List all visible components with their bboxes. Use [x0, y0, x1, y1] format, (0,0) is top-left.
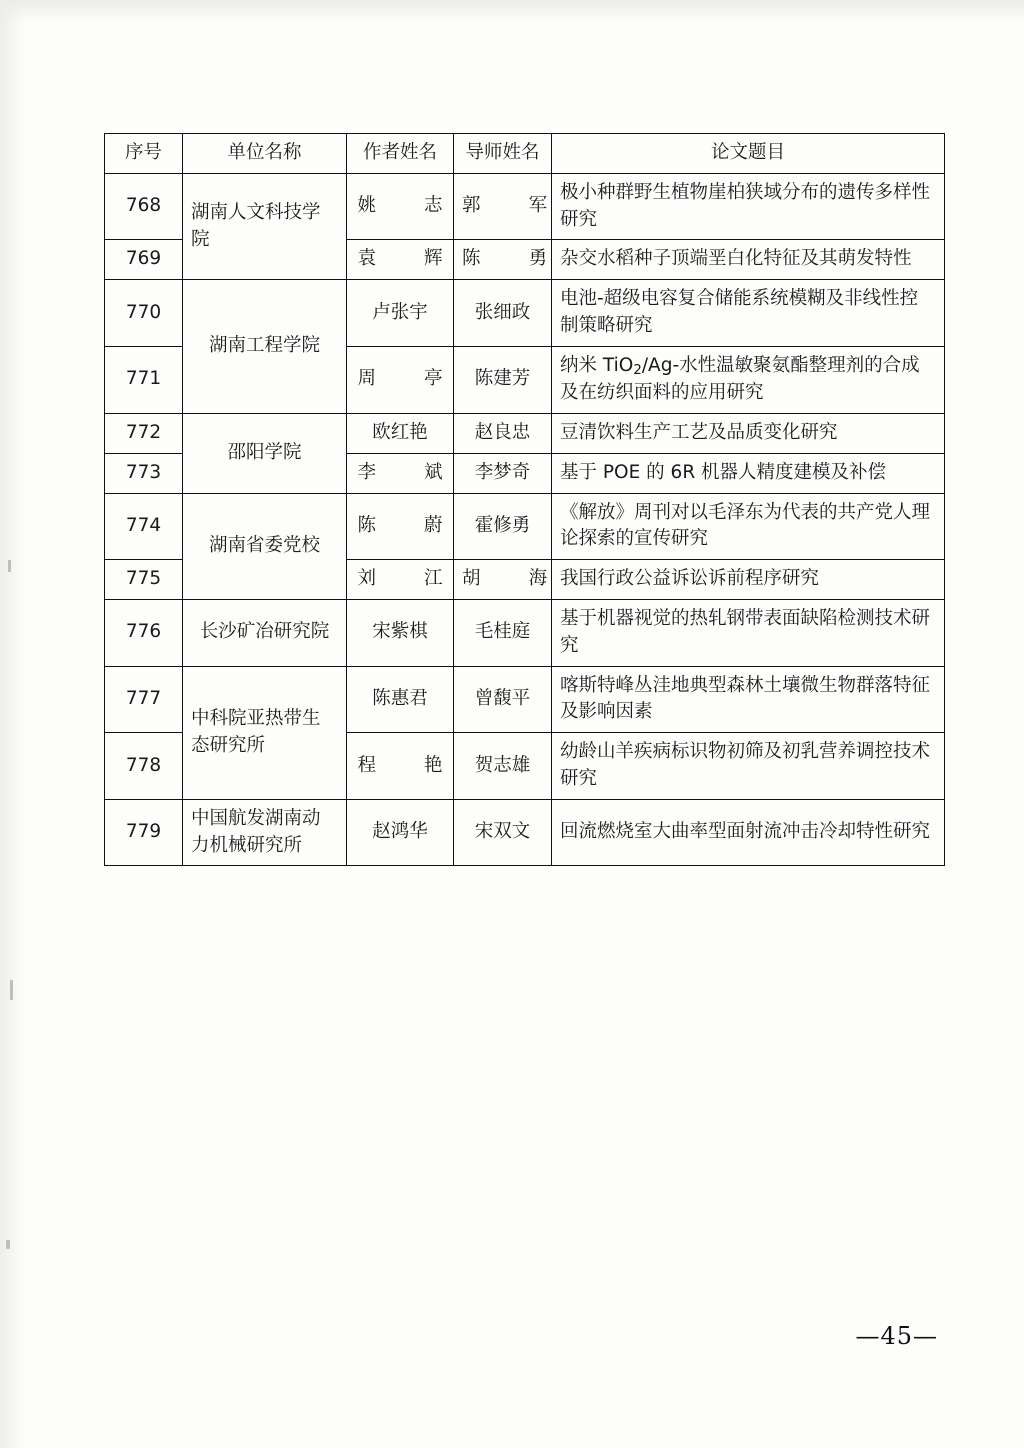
cell-no: 769 — [105, 240, 183, 280]
author-name: 卢张宇 — [372, 301, 428, 323]
cell-title: 极小种群野生植物崖柏狭域分布的遗传多样性研究 — [552, 173, 945, 240]
table-row — [105, 173, 945, 240]
scan-edge-top — [0, 0, 1024, 22]
table-row — [105, 413, 945, 453]
advisor-name: 胡 海 — [462, 568, 548, 590]
column-header-advisor: 导师姓名 — [454, 134, 552, 174]
author-name: 姚 志 — [357, 195, 443, 217]
column-header-no: 序号 — [105, 134, 183, 174]
cell-org: 湖南工程学院 — [183, 280, 347, 414]
cell-advisor — [454, 733, 552, 800]
cell-title: 基于机器视觉的热轧钢带表面缺陷检测技术研究 — [552, 599, 945, 666]
cell-no: 777 — [105, 666, 183, 733]
scan-speck — [6, 1240, 10, 1249]
advisor-name: 李梦奇 — [474, 461, 531, 483]
cell-author — [347, 799, 454, 866]
cell-author — [347, 599, 454, 666]
author-name: 刘 江 — [357, 568, 443, 590]
cell-org: 长沙矿冶研究院 — [183, 599, 347, 666]
table-row — [105, 666, 945, 733]
cell-no: 773 — [105, 453, 183, 493]
cell-title: 回流燃烧室大曲率型面射流冲击冷却特性研究 — [552, 799, 945, 866]
cell-no: 776 — [105, 599, 183, 666]
column-header-author: 作者姓名 — [347, 134, 454, 174]
cell-no: 775 — [105, 560, 183, 600]
cell-advisor — [454, 240, 552, 280]
page-number: —45— — [855, 1322, 938, 1350]
cell-title: 纳米 TiO$_2$/Ag-水性温敏聚氨酯整理剂的合成及在纺织面料的应用研究 — [552, 346, 945, 413]
cell-title: 豆清饮料生产工艺及品质变化研究 — [552, 413, 945, 453]
cell-no: 770 — [105, 280, 183, 347]
cell-advisor — [454, 560, 552, 600]
advisor-name: 赵良忠 — [474, 421, 531, 443]
cell-no: 768 — [105, 173, 183, 240]
table-row — [105, 280, 945, 347]
cell-no: 772 — [105, 413, 183, 453]
cell-advisor — [454, 173, 552, 240]
cell-org: 湖南省委党校 — [183, 493, 347, 599]
cell-author — [347, 453, 454, 493]
advisor-name: 曾馥平 — [474, 688, 531, 709]
cell-author — [347, 733, 454, 800]
advisor-name: 郭 军 — [462, 195, 548, 217]
table-header-row — [105, 134, 945, 174]
scan-speck — [8, 560, 11, 572]
cell-no: 778 — [105, 733, 183, 800]
cell-title: 幼龄山羊疾病标识物初筛及初乳营养调控技术研究 — [552, 733, 945, 800]
cell-advisor — [454, 280, 552, 347]
column-header-title: 论文题目 — [552, 134, 945, 174]
thesis-table-container — [104, 133, 944, 866]
cell-advisor — [454, 666, 552, 733]
cell-advisor — [454, 453, 552, 493]
cell-author — [347, 413, 454, 453]
cell-org: 中科院亚热带生态研究所 — [183, 666, 347, 799]
cell-advisor — [454, 799, 552, 866]
thesis-table — [104, 133, 945, 866]
cell-advisor — [454, 346, 552, 413]
cell-author — [347, 666, 454, 733]
cell-author — [347, 173, 454, 240]
table-row — [105, 493, 945, 560]
cell-author — [347, 493, 454, 560]
advisor-name: 贺志雄 — [474, 754, 531, 776]
cell-org: 湖南人文科技学院 — [183, 173, 347, 279]
advisor-name: 陈建芳 — [474, 368, 531, 390]
cell-title: 《解放》周刊对以毛泽东为代表的共产党人理论探索的宣传研究 — [552, 493, 945, 560]
table-row — [105, 599, 945, 666]
scan-edge-left — [0, 0, 26, 1448]
author-name: 欧红艳 — [372, 421, 428, 443]
cell-no: 779 — [105, 799, 183, 866]
cell-author — [347, 560, 454, 600]
cell-title: 电池-超级电容复合储能系统模糊及非线性控制策略研究 — [552, 280, 945, 347]
advisor-name: 毛桂庭 — [474, 621, 531, 643]
cell-org: 中国航发湖南动力机械研究所 — [183, 799, 347, 866]
cell-title: 杂交水稻种子顶端垩白化特征及其萌发特性 — [552, 240, 945, 280]
author-name: 周 亭 — [357, 368, 443, 390]
cell-title: 我国行政公益诉讼诉前程序研究 — [552, 560, 945, 600]
cell-advisor — [454, 493, 552, 560]
author-name: 程 艳 — [357, 754, 443, 776]
advisor-name: 霍修勇 — [474, 514, 531, 536]
cell-title: 喀斯特峰丛洼地典型森林土壤微生物群落特征及影响因素 — [552, 666, 945, 733]
cell-org: 邵阳学院 — [183, 413, 347, 493]
author-name: 李 斌 — [357, 461, 443, 483]
advisor-name: 张细政 — [474, 301, 531, 323]
author-name: 袁 辉 — [357, 248, 443, 270]
cell-advisor — [454, 599, 552, 666]
cell-title: 基于 POE 的 6R 机器人精度建模及补偿 — [552, 453, 945, 493]
author-name: 宋紫棋 — [372, 621, 428, 643]
scan-speck — [10, 980, 13, 1000]
advisor-name: 宋双文 — [474, 821, 531, 843]
column-header-org: 单位名称 — [183, 134, 347, 174]
author-name: 陈 蔚 — [357, 514, 443, 536]
author-name: 陈惠君 — [372, 688, 428, 709]
cell-no: 774 — [105, 493, 183, 560]
cell-author — [347, 346, 454, 413]
cell-author — [347, 280, 454, 347]
table-row — [105, 799, 945, 866]
cell-no: 771 — [105, 346, 183, 413]
cell-author — [347, 240, 454, 280]
author-name: 赵鸿华 — [372, 821, 428, 843]
advisor-name: 陈 勇 — [462, 248, 548, 270]
cell-advisor — [454, 413, 552, 453]
